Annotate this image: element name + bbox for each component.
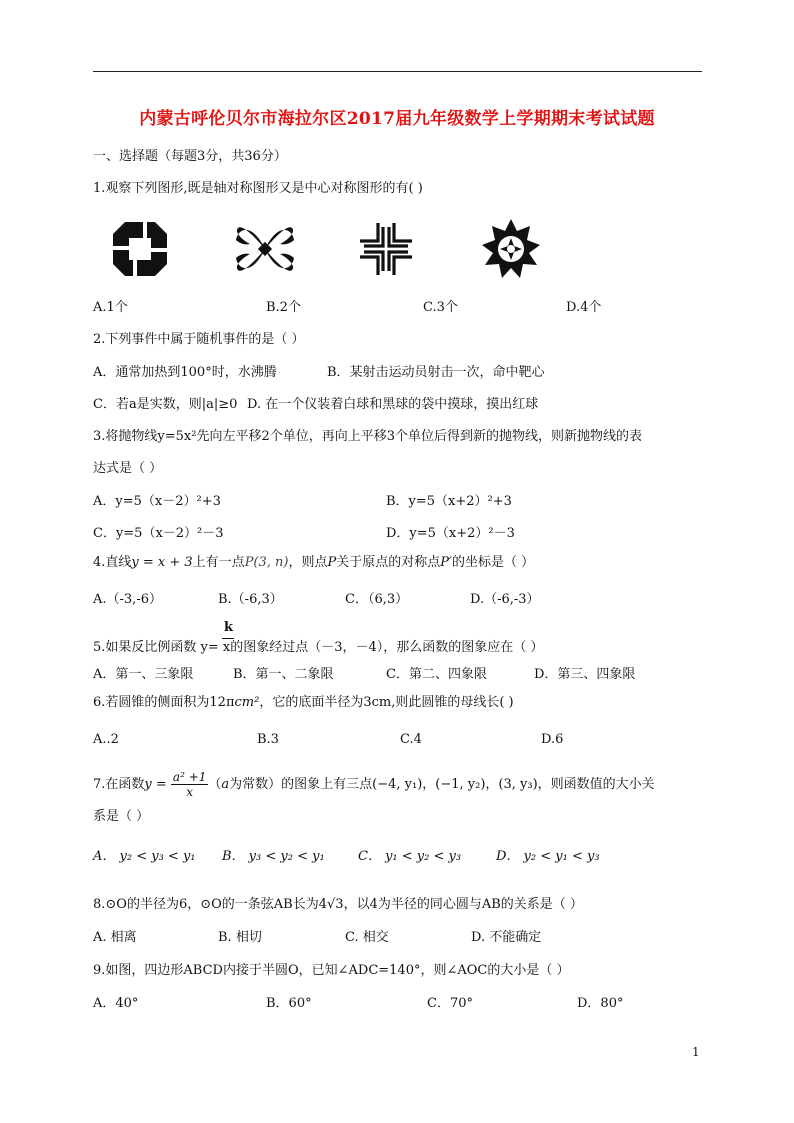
q8-option-d: D. 不能确定	[471, 930, 542, 945]
q9-option-c: C．70°	[427, 996, 473, 1011]
question-7-stem	[93, 768, 655, 802]
q7-option-d: D． y₂ < y₁ < y₃	[496, 849, 600, 864]
q7-fraction-denominator: x	[186, 785, 194, 799]
q1-option-c: C.3个	[423, 300, 458, 315]
question-1-stem: 1.观察下列图形,既是轴对称图形又是中心对称图形的有( )	[93, 181, 423, 196]
q2-option-a: A．通常加热到100°时，水沸腾	[93, 365, 277, 380]
q6-unit: cm²	[234, 695, 260, 710]
q4-text-a: 4.直线	[93, 555, 132, 570]
q6-option-b: B.3	[257, 732, 279, 747]
question-9-stem: 9.如图，四边形ABCD内接于半圆O，已知∠ADC=140°，则∠AOC的大小是（ ）	[93, 963, 570, 978]
q7-text-a: 7.在函数	[93, 777, 145, 792]
q8-sqrt: √3	[327, 897, 344, 912]
q7-option-c: C． y₁ < y₂ < y₃	[358, 849, 462, 864]
q9-option-a: A．40°	[93, 996, 139, 1011]
q8-option-c: C. 相交	[345, 930, 389, 945]
q5-option-c: C．第二、四象限	[386, 667, 487, 682]
q7-option-b: B． y₃ < y₂ < y₁	[222, 849, 325, 864]
q7-text-b: （	[208, 777, 222, 792]
q4-option-b: B.（-6,3）	[218, 592, 283, 607]
question-6-stem	[93, 694, 514, 712]
q1-option-b: B.2个	[266, 300, 301, 315]
q5-option-b: B．第一、二象限	[233, 667, 334, 682]
q4-line-equation: y = x + 3	[131, 555, 193, 570]
q7-option-a: A． y₂ < y₃ < y₁	[93, 849, 196, 864]
q5-fraction-numerator: k	[224, 620, 234, 635]
q7-fraction-numerator: a² +1	[172, 770, 207, 784]
q7-fraction	[171, 770, 208, 799]
q3-option-b: B．y=5（x+2）²+3	[386, 494, 512, 509]
q4-option-d: D.（-6,-3）	[470, 592, 540, 607]
q4-text-c: ，则点	[288, 555, 328, 570]
star-flower-icon	[480, 218, 542, 280]
q6-option-d: D.6	[541, 732, 564, 747]
q4-option-c: C．（6,3）	[345, 592, 409, 607]
q5-option-d: D．第三、四象限	[534, 667, 636, 682]
q4-symmetric-point: P′	[440, 555, 452, 570]
question-8-stem	[93, 896, 583, 914]
page-title: 内蒙古呼伦贝尔市海拉尔区2017届九年级数学上学期期末考试试题	[139, 109, 655, 129]
q9-option-d: D．80°	[577, 996, 624, 1011]
q8-option-a: A. 相离	[93, 930, 137, 945]
q4-text-d: 关于原点的对称点	[336, 555, 441, 570]
q2-option-b: B．某射击运动员射击一次，命中靶心	[327, 365, 545, 380]
q8-option-b: B. 相切	[218, 930, 262, 945]
question-3-stem-line2: 达式是（ ）	[93, 461, 163, 476]
question-5-stem: 5.如果反比例函数 y= x的图象经过点（－3，－4），那么函数的图象应在（ ）	[93, 640, 544, 655]
q2-option-d: D. 在一个仪装着白球和黑球的袋中摸球，摸出红球	[247, 397, 539, 412]
q4-text-b: 上有一点	[192, 555, 245, 570]
square-arrows-icon	[111, 220, 169, 278]
q3-option-a: A．y=5（x－2）²+3	[93, 494, 221, 509]
q8-text-a: 8.⊙O的半径为6，⊙O的一条弦AB长为4	[93, 897, 327, 912]
page-number: 1	[692, 1045, 700, 1059]
q7-text-c: 为常数）的图象上有三点(−4, y₁)，(−1, y₂)，(3, y₃)，则函数值的大小关	[229, 777, 655, 792]
q6-text-b: ，它的底面半径为3cm,则此圆锥的母线长( )	[259, 695, 514, 710]
cross-brackets-icon	[356, 219, 416, 279]
q6-option-a: A..2	[93, 732, 119, 747]
q6-text-a: 6.若圆锥的侧面积为12π	[93, 695, 235, 710]
q8-text-b: ，以4为半径的同心圆与AB的关系是（ ）	[343, 897, 583, 912]
q4-text-e: 的坐标是（ ）	[451, 555, 535, 570]
q6-option-c: C.4	[400, 732, 422, 747]
q5-option-a: A．第一、三象限	[93, 667, 194, 682]
header-rule	[93, 71, 702, 72]
q4-option-a: A.（-3,-6）	[93, 592, 162, 607]
question-7-stem-line2: 系是（ ）	[93, 809, 150, 824]
q4-point-p: P(3, n)	[244, 555, 289, 570]
section-heading: 一、选择题（每题3分，共36分）	[93, 149, 287, 164]
q9-option-b: B．60°	[266, 996, 312, 1011]
q1-option-a: A.1个	[93, 300, 128, 315]
q3-option-c: C．y=5（x－2）²－3	[93, 526, 224, 541]
question-3-stem-line1: 3.将抛物线y=5x²先向左平移2个单位，再向上平移3个单位后得到新的抛物线，则新抛物线的表	[93, 429, 642, 444]
question-4-stem	[93, 554, 534, 572]
q2-option-c: C．若a是实数，则|a|≥0	[93, 397, 238, 412]
question-2-stem: 2.下列事件中属于随机事件的是（ ）	[93, 332, 305, 347]
q7-var-a: a	[221, 777, 230, 792]
q3-option-d: D．y=5（x+2）²－3	[386, 526, 515, 541]
q1-option-d: D.4个	[566, 300, 602, 315]
q7-y-equals: y =	[144, 777, 167, 792]
q4-point-label: P	[327, 555, 337, 570]
cross-loops-icon	[234, 218, 296, 280]
